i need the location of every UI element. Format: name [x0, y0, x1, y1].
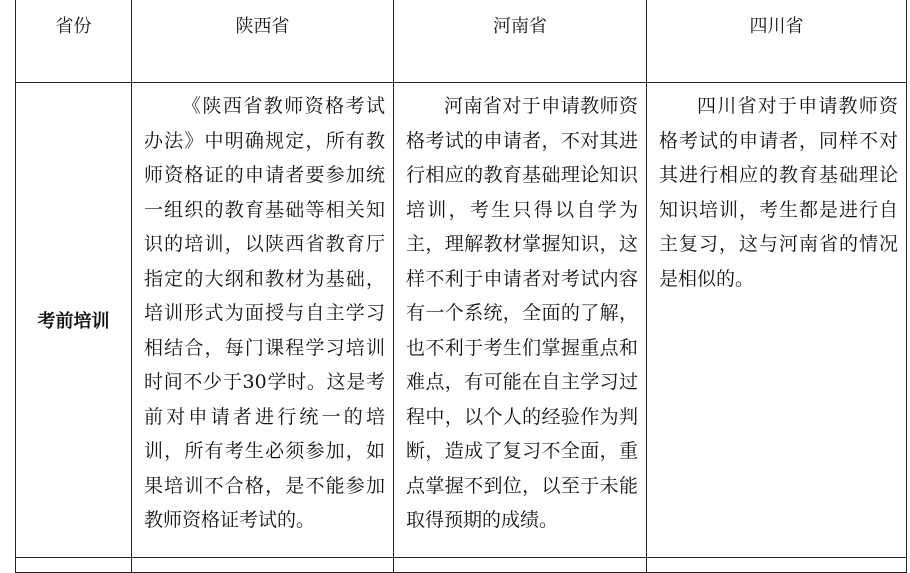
- cell-sichuan: 四川省对于申请教师资格考试的申请者，同样不对其进行相应的教育基础理论知识培训，考生都是进行自主复习，这与河南省的情况是相似的。: [647, 83, 907, 558]
- table-row-continuation: [16, 558, 907, 573]
- continuation-cell: [394, 558, 647, 573]
- province-comparison-table: [15, 0, 907, 573]
- cell-henan: 河南省对于申请教师资格考试的申请者，不对其进行相应的教育基础理论知识培训，考生只得以自学为主，理解教材掌握知识，这样不利于申请者对考试内容有一个系统，全面的了解，也不利于考生们掌握重点和难点，有可能在自主学习过程中，以个人的经验作为判断，造成了复习不全面，重点掌握不到位，以至于未能取得预期的成绩。: [394, 83, 647, 558]
- continuation-cell: [16, 558, 132, 573]
- cell-shaanxi: 《陕西省教师资格考试办法》中明确规定，所有教师资格证的申请者要参加统一组织的教育基础等相关知识的培训，以陕西省教育厅指定的大纲和教材为基础，培训形式为面授与自主学习相结合，每门课程学习培训时间不少于30学时。这是考前对申请者进行统一的培训，所有考生必须参加，如果培训不合格，是不能参加教师资格证考试的。: [132, 83, 394, 558]
- table-header-row: [16, 0, 907, 83]
- continuation-cell: [647, 558, 907, 573]
- continuation-cell: [132, 558, 394, 573]
- row-label: 考前培训: [16, 83, 132, 558]
- header-shaanxi: 陕西省: [132, 0, 394, 83]
- header-henan: 河南省: [394, 0, 647, 83]
- header-sichuan: 四川省: [647, 0, 907, 83]
- table-row-pre-exam-training: [16, 83, 907, 558]
- header-province: 省份: [16, 0, 132, 83]
